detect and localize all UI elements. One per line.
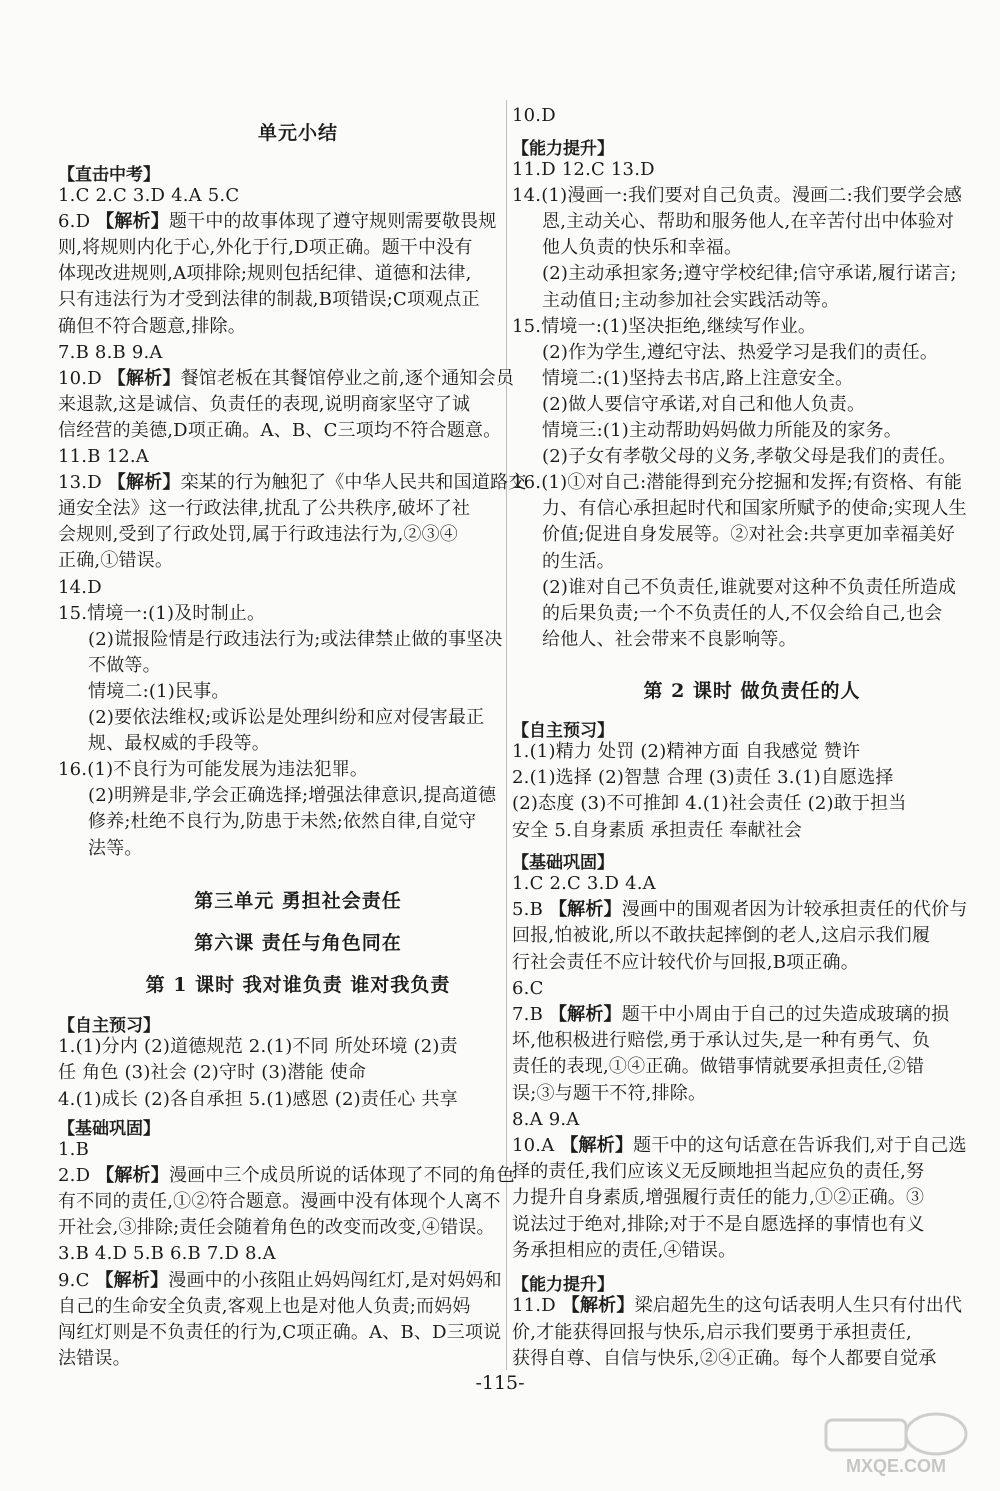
answer-line: 11.B 12.A — [58, 446, 150, 467]
answer-line: 恩,主动关心、帮助和服务他人,在辛苦付出中体验对 — [542, 211, 955, 233]
analysis-marker: 【解析】 — [107, 472, 181, 494]
answer-line: 他人负责的快乐和幸福。 — [542, 237, 743, 259]
answer-line: 确但不符合题意,排除。 — [58, 315, 246, 337]
answer-line: (2)子女有孝敬父母的义务,孝敬父母是我们的责任。 — [542, 446, 957, 468]
section-tag-basic-2: 【基础巩固】 — [512, 853, 614, 873]
answer-line: (2)明辨是非,学会正确选择;增强法律意识,提高道德 — [88, 785, 497, 807]
answer-line: 责任的表现,①④正确。做错事情就要承担责任,②错 — [512, 1056, 925, 1078]
answer-line: 力、有信心承担起时代和国家所赋予的使命;实现人生 — [542, 498, 967, 520]
answer-line: 14.(1)漫画一:我们要对自己负责。漫画二:我们要学会感 — [512, 185, 963, 207]
answer-line: 法错误。 — [58, 1347, 131, 1369]
answer-line: 10.A 【解析】题干中的这句话意在告诉我们,对于自己选 — [512, 1135, 967, 1156]
answer-line: 10.D — [512, 105, 556, 126]
section-tag-ability-2: 【能力提升】 — [512, 1275, 614, 1295]
analysis-marker: 【解析】 — [560, 1135, 634, 1156]
analysis-marker: 【解析】 — [561, 1295, 635, 1316]
analysis-marker: 【解析】 — [548, 1004, 622, 1025]
answer-line: 2.(1)选择 (2)智慧 合理 (3)责任 3.(1)自愿选择 — [512, 767, 894, 789]
answer-line: 信经营的美德,D项正确。A、B、C三项均不符合题意。 — [58, 419, 502, 441]
answer-line: 坏,他积极进行赔偿,勇于承认过失,是一种有勇气、负 — [512, 1030, 931, 1052]
answer-line: 6.C — [512, 977, 544, 999]
watermark-logo — [806, 1410, 976, 1488]
lesson-six-title: 第六课 责任与角色同在 — [194, 932, 402, 954]
answer-line: 任 角色 (3)社会 (2)守时 (3)潜能 使命 — [58, 1062, 367, 1084]
answer-line: 会规则,受到了行政处罚,属于行政违法行为,②③④ — [58, 524, 458, 546]
answer-line: 情境二:(1)民事。 — [88, 680, 230, 702]
analysis-marker: 【解析】 — [96, 1165, 169, 1187]
unit-three-title: 第三单元 勇担社会责任 — [194, 890, 402, 912]
answer-line: 则,将规则内化于心,外化于行,D项正确。题干中没有 — [58, 237, 473, 259]
answer-line: 回报,怕被讹,所以不敢扶起摔倒的老人,这启示我们履 — [512, 925, 931, 947]
answer-line: 的后果负责;一个不负责任的人,不仅会给自己,也会 — [542, 602, 943, 624]
unit-summary-title: 单元小结 — [257, 122, 338, 144]
answer-line: 1.(1)精力 处罚 (2)精神方面 自我感觉 赞许 — [512, 741, 861, 762]
answer-line: 修养;杜绝不良行为,防患于未然;依然自律,自觉守 — [88, 811, 477, 833]
answer-line: (2)作为学生,遵纪守法、热爱学习是我们的责任。 — [542, 341, 939, 363]
answer-line: 规、最权威的手段等。 — [88, 733, 270, 755]
answer-line: 6.D 【解析】题干中的故事体现了遵守规则需要敬畏规 — [58, 211, 497, 233]
answer-line: 11.D 【解析】梁启超先生的这句话表明人生只有付出代 — [512, 1295, 963, 1316]
answer-line: 闯红灯则是不负责任的行为,C项正确。A、B、D三项说 — [58, 1321, 502, 1343]
answer-line: 4.(1)成长 (2)各自承担 5.(1)感恩 (2)责任心 共享 — [58, 1088, 458, 1110]
analysis-marker: 【解析】 — [548, 899, 622, 921]
answer-line: (2)做人要信守承诺,对自己和他人负责。 — [542, 393, 866, 415]
answer-line: 9.C 【解析】漫画中的小孩阻止妈妈闯红灯,是对妈妈和 — [58, 1269, 502, 1291]
analysis-marker: 【解析】 — [96, 211, 169, 233]
answer-line: (2)谁对自己不负责任,谁就要对这种不负责任所造成 — [542, 576, 957, 598]
answer-line: 7.B 【解析】题干中小周由于自己的过失造成玻璃的损 — [512, 1004, 950, 1025]
answer-line: 自己的生命安全负责,客观上也是对他人负责;而妈妈 — [58, 1295, 471, 1317]
answer-line: 价值;促进自身发展等。②对社会:共享更加幸福美好 — [542, 524, 955, 546]
page-number: -115- — [475, 1372, 525, 1394]
watermark-shape-icon — [806, 1410, 976, 1460]
answer-line: 正确,①错误。 — [58, 550, 174, 572]
answer-line: 说法过于绝对,排除;对于不是自愿选择的事情也有义 — [512, 1213, 925, 1235]
answer-line: 不做等。 — [88, 654, 161, 676]
answer-line: (2)谎报险情是行政违法行为;或法律禁止做的事坚决 — [88, 628, 503, 650]
answer-line: 16.(1)①对自己:潜能得到充分挖掘和发挥;有资格、有能 — [512, 472, 963, 494]
period-one-title: 第 1 课时 我对谁负责 谁对我负责 — [145, 974, 451, 996]
answer-line: 15.情境一:(1)坚决拒绝,继续写作业。 — [512, 315, 817, 337]
answer-line: (2)态度 (3)不可推卸 4.(1)社会责任 (2)敢于担当 — [512, 793, 907, 815]
answer-line: 体现改进规则,A项排除;规则包括纪律、道德和法律, — [58, 263, 472, 285]
answer-line: 来退款,这是诚信、负责任的表现,说明商家坚守了诚 — [58, 393, 471, 415]
section-tag-ability: 【能力提升】 — [512, 139, 614, 159]
period-two-title: 第 2 课时 做负责任的人 — [643, 680, 861, 702]
watermark-text: MXQE.COM — [846, 1456, 947, 1476]
answer-line: 16.(1)不良行为可能发展为违法犯罪。 — [58, 759, 369, 781]
answer-line: 有不同的责任,①②符合题意。漫画中没有体现个人离不 — [58, 1191, 501, 1213]
answer-line: 3.B 4.D 5.B 6.B 7.D 8.A — [58, 1243, 276, 1265]
answer-line: 择的责任,我们应该义无反顾地担当起应负的责任,努 — [512, 1161, 925, 1183]
answer-line: 14.D — [58, 576, 102, 598]
analysis-marker: 【解析】 — [95, 1269, 169, 1291]
section-tag-basic: 【基础巩固】 — [58, 1119, 160, 1139]
answer-line: 5.B 【解析】漫画中的围观者因为计较承担责任的代价与 — [512, 899, 968, 921]
answer-line: 情境二:(1)坚持去书店,路上注意安全。 — [542, 367, 854, 389]
answer-line: 安全 5.自身素质 承担责任 奉献社会 — [512, 819, 803, 841]
answer-line: 给他人、社会带来不良影响等。 — [542, 628, 797, 650]
answer-line: 只有违法行为才受到法律的制裁,B项错误;C项观点正 — [58, 289, 480, 311]
answer-line: 获得自尊、自信与快乐,②④正确。每个人都要自觉承 — [512, 1348, 937, 1369]
answer-line: 1.C 2.C 3.D 4.A 5.C — [58, 185, 240, 206]
answer-line: 开社会,③排除;责任会随着角色的改变而改变,④错误。 — [58, 1217, 495, 1239]
answer-line: 13.D 【解析】栾某的行为触犯了《中华人民共和国道路交 — [58, 472, 527, 494]
section-tag-zhiji-zhongkao: 【直击中考】 — [58, 165, 160, 185]
answer-line: 11.D 12.C 13.D — [512, 159, 655, 180]
answer-line: 价,才能获得回报与快乐,启示我们要勇于承担责任, — [512, 1321, 912, 1343]
answer-line: 1.C 2.C 3.D 4.A — [512, 873, 656, 894]
section-tag-preview-2: 【自主预习】 — [512, 721, 614, 741]
answer-line: 15.情境一:(1)及时制止。 — [58, 602, 266, 624]
answer-line: 1.(1)分内 (2)道德规范 2.(1)不同 所处环境 (2)责 — [58, 1036, 458, 1057]
answer-line: 力提升自身素质,增强履行责任的能力,①②正确。③ — [512, 1187, 925, 1209]
answer-line: 务承担相应的责任,④错误。 — [512, 1239, 737, 1261]
answer-line: 8.A 9.A — [512, 1108, 580, 1130]
answer-line: 2.D 【解析】漫画中三个成员所说的话体现了不同的角色 — [58, 1165, 515, 1187]
section-tag-preview: 【自主预习】 — [58, 1016, 160, 1036]
answer-line: 行社会责任不应计较代价与回报,B项正确。 — [512, 951, 859, 973]
answer-line: 7.B 8.B 9.A — [58, 341, 163, 363]
answer-line: 法等。 — [88, 837, 143, 859]
answer-line: 通安全法》这一行政法律,扰乱了公共秩序,破坏了社 — [58, 498, 471, 520]
answer-line: (2)主动承担家务;遵守学校纪律;信守承诺,履行诺言; — [542, 263, 957, 285]
answer-line: 主动值日;主动参加社会实践活动等。 — [542, 289, 840, 311]
answer-line: 1.B — [58, 1139, 90, 1160]
answer-line: 情境三:(1)主动帮助妈妈做力所能及的家务。 — [542, 420, 902, 441]
analysis-marker: 【解析】 — [107, 367, 181, 389]
answer-line: 10.D 【解析】餐馆老板在其餐馆停业之前,逐个通知会员 — [58, 367, 515, 389]
answer-line: 误;③与题干不符,排除。 — [512, 1082, 707, 1104]
answer-line: (2)要依法维权;或诉讼是处理纠纷和应对侵害最正 — [88, 707, 485, 728]
answer-line: 的生活。 — [542, 550, 615, 572]
